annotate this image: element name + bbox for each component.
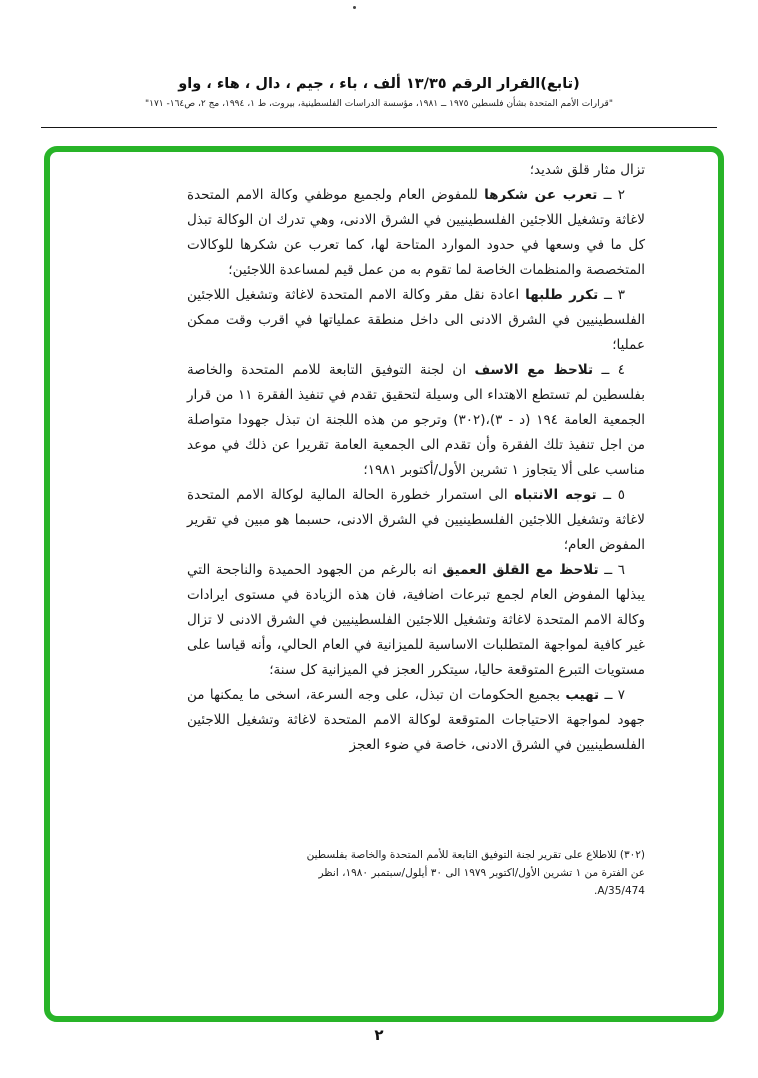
- paragraph-4: [187, 358, 645, 483]
- page-header: [0, 76, 758, 109]
- paragraph-number: ٥ ــ: [603, 487, 625, 503]
- resolution-body: [187, 158, 645, 758]
- footnote-text: (٣٠٢) للاطلاع على تقرير لجنة التوفيق التابعة للأمم المتحدة والخاصة بفلسطين عن الفترة من ١ تشرين الأول/اكتوبر ١٩٧٩ الى ٣٠ أيلول/سبتمبر ١٩٨٠، انظر A/35/474.: [306, 849, 645, 897]
- continuation-line: تزال مثار قلق شديد؛: [529, 162, 645, 178]
- header-divider: [41, 127, 717, 128]
- paragraph-number: ٦ ــ: [604, 562, 626, 578]
- scan-artifact-dot: [353, 6, 356, 9]
- paragraph-5: [187, 483, 645, 558]
- paragraph-text: للمفوض العام ولجميع موظفي وكالة الامم المتحدة لاغاثة وتشغيل اللاجئين الفلسطينيين في الشرق الادنى، وهي تدرك ان الوكالة تبذل كل ما في وسعها في حدود الموارد المتاحة لها، كما تعرب عن شكرها للوكالات المتخصصة والمنظمات الخاصة لما تقوم به من عمل قيم لمساعدة اللاجئين؛: [187, 187, 645, 278]
- paragraph-lead: تلاحظ مع القلق العميق: [442, 562, 599, 578]
- paragraph-text: بجميع الحكومات ان تبذل، على وجه السرعة، اسخى ما يمكنها من جهود لمواجهة الاحتياجات المتوقعة لوكالة الامم المتحدة لاغاثة وتشغيل اللاجئين الفلسطينيين في الشرق الادنى، خاصة في ضوء العجز: [187, 687, 645, 753]
- paragraph-lead: تهيب: [565, 687, 600, 703]
- paragraph-lead: تكرر طلبها: [525, 287, 599, 303]
- paragraph-text: الى استمرار خطورة الحالة المالية لوكالة الامم المتحدة لاغاثة وتشغيل اللاجئين الفلسطينيين في الشرق الادنى، حسبما هو مبين في تقرير المفوض العام؛: [187, 487, 645, 553]
- paragraph-text: ان لجنة التوفيق التابعة للامم المتحدة والخاصة بفلسطين لم تستطع الاهتداء الى وسيلة لتحقيق تقدم في تنفيذ الفقرة ١١ من قرار الجمعية العامة ١٩٤ (د - ٣)،(٣٠٢) وترجو من هذه اللجنة ان تبذل جهودا متواصلة من اجل تنفيذ تلك الفقرة وأن تقدم الى الجمعية العامة تقريرا عن ذلك في موعد مناسب على ألا يتجاوز ١ تشرين الأول/أكتوبر ١٩٨١؛: [187, 362, 645, 478]
- paragraph-lead: توجه الانتباه: [514, 487, 597, 503]
- paragraph-number: ٧ ــ: [604, 687, 626, 703]
- paragraph-text: اعادة نقل مقر وكالة الامم المتحدة لاغاثة وتشغيل اللاجئين الفلسطينيين في الشرق الادنى الى داخل منطقة عملياتها في اقرب وقت ممكن عمليا؛: [187, 287, 645, 353]
- page-number: ٢: [374, 1026, 384, 1044]
- paragraph-6: [187, 558, 645, 683]
- paragraph-lead: تلاحظ مع الاسف: [474, 362, 594, 378]
- paragraph-7: [187, 683, 645, 758]
- resolution-title: (تابع)القرار الرقم ١٣/٣٥ ألف ، باء ، جيم ، دال ، هاء ، واو: [178, 76, 580, 92]
- paragraph-text: انه بالرغم من الجهود الحميدة والناجحة التي يبذلها المفوض العام لجمع تبرعات اضافية، فان هذه الزيادة في مستوى ايرادات وكالة الامم المتحدة لاغاثة وتشغيل اللاجئين الفلسطينيين في الشرق الادنى لا تزال غير كافية لمواجهة المتطلبات الاساسية للميزانية في العام الحالي، وأنه قياسا على مستويات التبرع المتوقعة حاليا، سيتكرر العجز في الميزانية كل سنة؛: [187, 562, 645, 678]
- paragraph-2: [187, 183, 645, 283]
- paragraph-3: [187, 283, 645, 358]
- paragraph-number: ٤ ــ: [601, 362, 625, 378]
- footnote: [303, 846, 645, 900]
- paragraph-lead: تعرب عن شكرها: [484, 187, 598, 203]
- paragraph-number: ٣ ــ: [604, 287, 625, 303]
- paragraph-number: ٢ ــ: [603, 187, 625, 203]
- source-citation: "قرارات الأمم المتحدة بشأن فلسطين ١٩٧٥ ــ ١٩٨١، مؤسسة الدراسات الفلسطينية، بيروت، ط ١، ١٩٩٤، مج ٢، ص١٦٤- ١٧١": [144, 99, 614, 109]
